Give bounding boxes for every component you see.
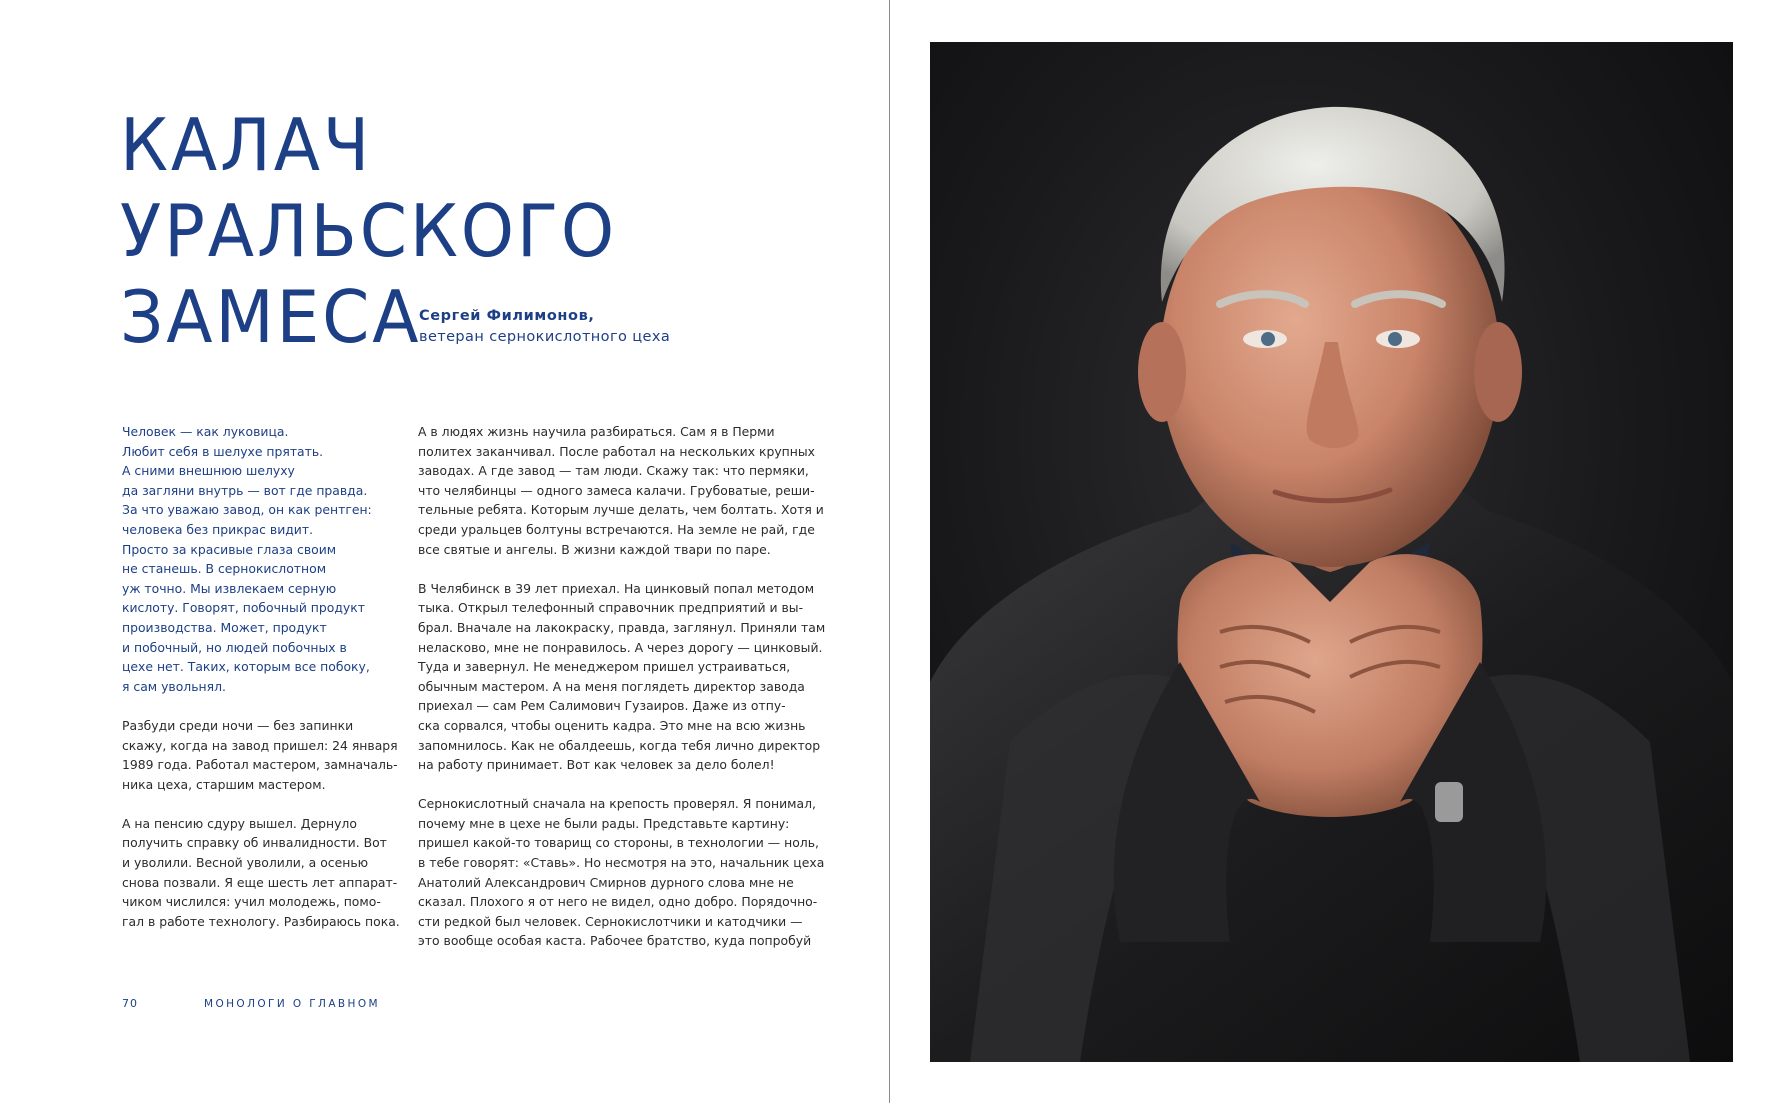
text-line: неласково, мне не понравилось. А через дорогу — цинковый. (418, 639, 823, 655)
text-line: это вообще особая каста. Рабочее братство, куда попробуй (418, 933, 812, 949)
text-line: политех заканчивал. После работал на нескольких крупных (418, 443, 815, 459)
text-line: я сам увольнял. (122, 678, 226, 694)
text-line: в тебе говорят: «Ставь». Но несмотря на это, начальник цеха (418, 855, 825, 871)
text-line: Человек — как луковица. (122, 424, 289, 439)
text-line: ска сорвался, чтобы оценить кадра. Это мне на всю жизнь (418, 717, 806, 733)
text-line: чиком числился: учил молодежь, помо- (122, 894, 381, 910)
paragraph (122, 814, 400, 932)
text-line: брал. Вначале на лакокраску, правда, заглянул. Приняли там (418, 619, 826, 635)
text-line: производства. Может, продукт (122, 619, 327, 635)
text-line: А на пенсию сдуру вышел. Дернуло (122, 815, 357, 831)
text-line: кислоту. Говорят, побочный продукт (122, 600, 365, 616)
text-line: и побочный, но людей побочных в (122, 639, 347, 655)
text-line: А в людях жизнь научила разбираться. Сам я в Перми (418, 424, 775, 439)
text-line: тельные ребята. Которым лучше делать, чем болтать. Хотя и (418, 502, 824, 518)
text-line: пришел какой-то товарищ со стороны, в технологии — ноль, (418, 835, 819, 851)
author-byline (419, 306, 779, 348)
paragraph-gap (122, 794, 392, 814)
text-line: скажу, когда на завод пришел: 24 января (122, 737, 398, 753)
page-gutter (889, 0, 890, 1103)
intro-paragraph (122, 422, 392, 696)
text-line: не станешь. В сернокислотном (122, 561, 327, 577)
text-line: на работу принимает. Вот как человек за дело болел! (418, 757, 775, 773)
text-line: заводах. А где завод — там люди. Скажу так: что пермяки, (418, 463, 809, 479)
text-line: сказал. Плохого я от него не видел, одно добро. Порядочно- (418, 894, 818, 910)
paragraph (122, 716, 398, 794)
title-line: ЗАМЕСА (120, 275, 422, 359)
text-column-1 (122, 422, 400, 931)
text-line: запомнилось. Как не обалдеешь, когда тебя лично директор (418, 737, 821, 753)
paragraph (418, 579, 826, 775)
text-line: Просто за красивые глаза своим (122, 541, 337, 557)
text-line: цехе нет. Таких, которым все побоку, (122, 659, 370, 675)
text-line: Туда и завернул. Не менеджером пришел устраиваться, (418, 659, 791, 675)
text-line: что челябинцы — одного замеса калачи. Грубоватые, реши- (418, 482, 815, 498)
paragraph-gap (418, 559, 808, 579)
author-role: ветеран сернокислотного цеха (419, 329, 671, 345)
running-footer: МОНОЛОГИ О ГЛАВНОМ (204, 998, 380, 1010)
text-line: А сними внешнюю шелуху (122, 463, 295, 479)
page-number: 70 (122, 997, 138, 1010)
title-line: УРАЛЬСКОГО (120, 189, 618, 273)
paragraph-gap (418, 775, 808, 795)
author-name: Сергей Филимонов, (419, 308, 595, 324)
text-line: и уволили. Весной уволили, а осенью (122, 855, 369, 871)
text-line: почему мне в цехе не были рады. Представьте картину: (418, 815, 790, 831)
portrait-photo (930, 42, 1733, 1062)
text-line: все святые и ангелы. В жизни каждой твари по паре. (418, 541, 771, 557)
text-line: получить справку об инвалидности. Вот (122, 835, 387, 851)
text-line: снова позвали. Я еще шесть лет аппарат- (122, 874, 398, 890)
text-line: обычным мастером. А на меня поглядеть директор завода (418, 678, 805, 694)
text-line: ника цеха, старшим мастером. (122, 776, 326, 792)
paragraph (418, 794, 825, 951)
text-column-2 (418, 422, 826, 951)
text-line: да загляни внутрь — вот где правда. (122, 482, 368, 498)
text-line: Разбуди среди ночи — без запинки (122, 717, 354, 733)
text-line: Любит себя в шелухе прятать. (122, 443, 324, 459)
portrait-illustration (930, 42, 1733, 1062)
paragraph-gap (122, 696, 392, 716)
text-line: Сернокислотный сначала на крепость проверял. Я понимал, (418, 796, 816, 812)
text-line: человека без прикрас видит. (122, 521, 314, 537)
text-line: 1989 года. Работал мастером, замначаль- (122, 757, 398, 773)
text-line: тыка. Открыл телефонный справочник предприятий и вы- (418, 600, 804, 616)
text-line: уж точно. Мы извлекаем серную (122, 580, 337, 596)
paragraph (418, 422, 824, 559)
text-line: Анатолий Александрович Смирнов дурного слова мне не (418, 874, 794, 890)
text-line: среди уральцев болтуны встречаются. На земле не рай, где (418, 521, 815, 537)
text-line: сти редкой был человек. Сернокислотчики и катодчики — (418, 913, 803, 929)
text-line: приехал — сам Рем Салимович Гузаиров. Даже из отпу- (418, 698, 786, 714)
title-line: КАЛАЧ (120, 103, 373, 187)
text-line: В Челябинск в 39 лет приехал. На цинковый попал методом (418, 580, 815, 596)
text-line: За что уважаю завод, он как рентген: (122, 502, 372, 518)
text-line: гал в работе технологу. Разбираюсь пока. (122, 913, 400, 929)
